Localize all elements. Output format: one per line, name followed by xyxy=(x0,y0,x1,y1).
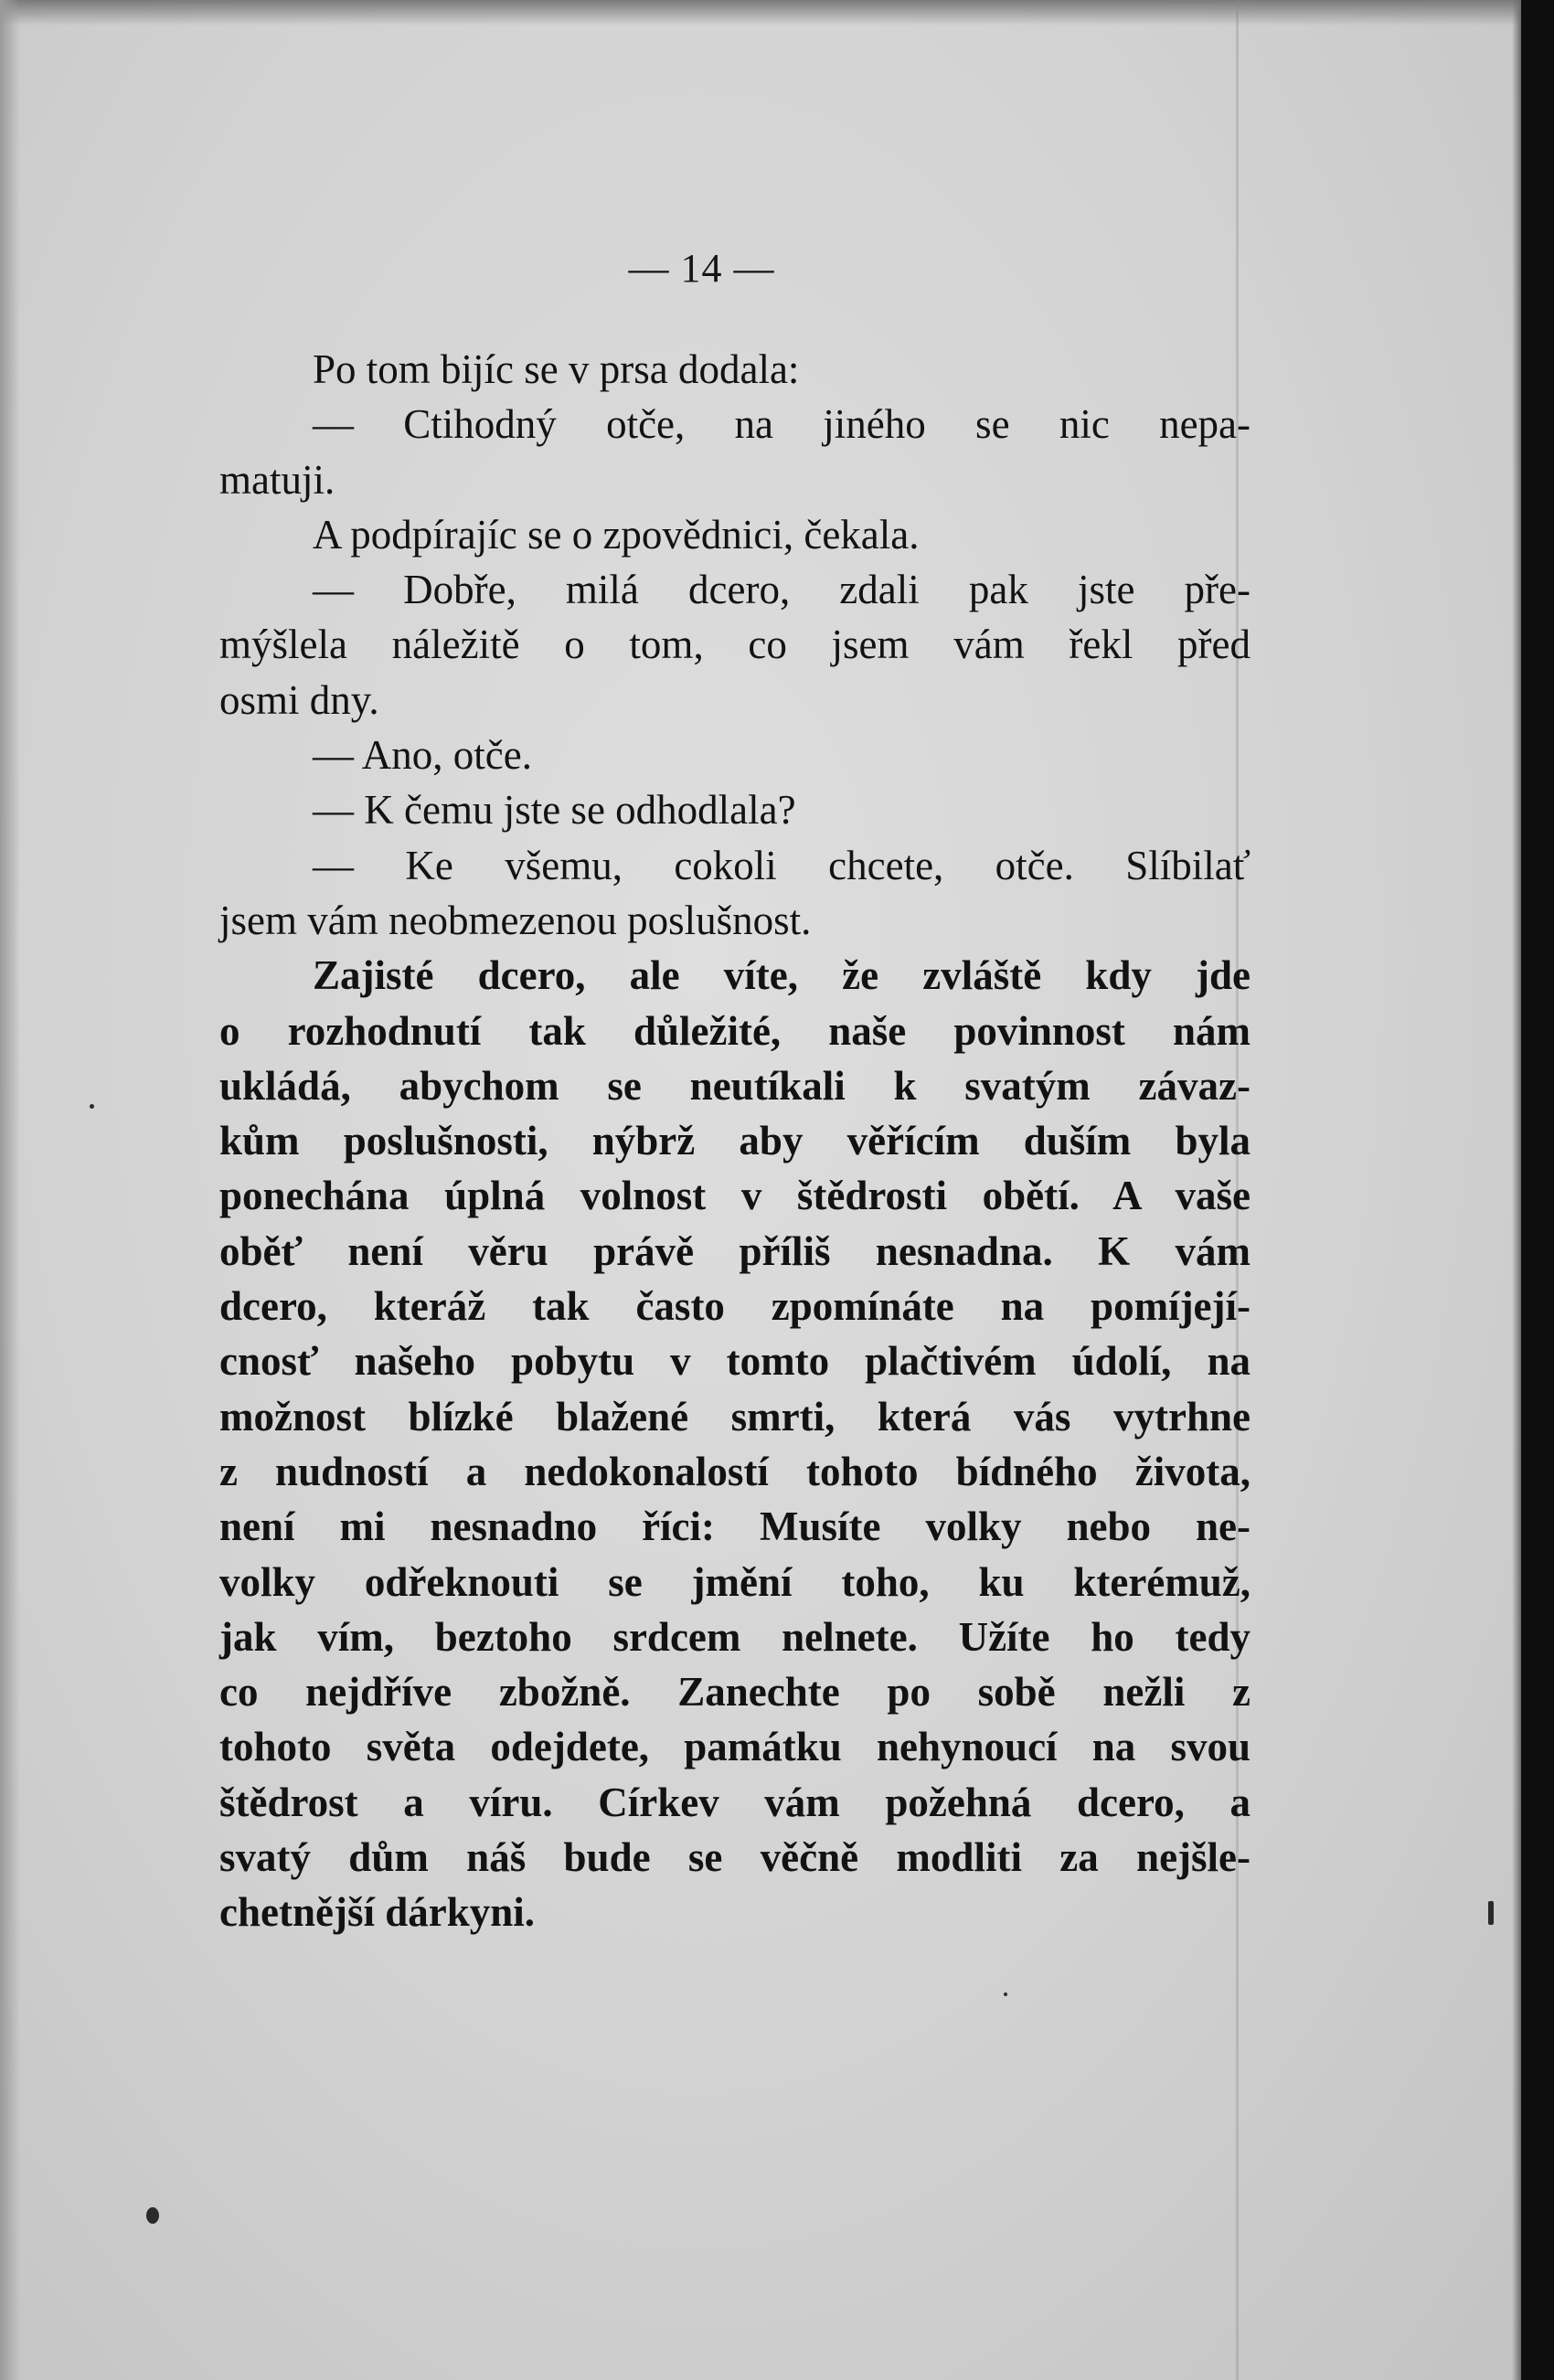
text-line: štědrost a víru. Církev vám požehná dcero, a xyxy=(219,1779,1251,1825)
body-text xyxy=(219,342,1251,1940)
text-line: tohoto světa odejdete, památku nehynoucí na svou xyxy=(219,1724,1251,1770)
scan-shadow-right xyxy=(1512,0,1521,2380)
text-line: není mi nesnadno říci: Musíte volky nebo ne- xyxy=(219,1503,1251,1550)
text-line: osmi dny. xyxy=(219,676,379,723)
dust-speck xyxy=(1488,1901,1494,1925)
scan-shadow-top xyxy=(0,0,1554,26)
text-line: ponechána úplná volnost v štědrosti obětí. A vaše xyxy=(219,1173,1251,1219)
dust-speck xyxy=(1004,1992,1007,1996)
text-line: o rozhodnutí tak důležité, naše povinnost nám xyxy=(219,1007,1251,1054)
text-line: Po tom bijíc se v prsa dodala: xyxy=(313,346,800,392)
text-line: chetnější dárkyni. xyxy=(219,1889,536,1936)
scan-black-border xyxy=(1521,0,1554,2380)
text-line: — Ano, otče. xyxy=(313,732,532,779)
text-line: — Ctihodný otče, na jiného se nic nepa- xyxy=(313,401,1251,448)
text-line: matuji. xyxy=(219,456,335,503)
text-line: Zajisté dcero, ale víte, že zvláště kdy jde xyxy=(313,952,1251,999)
text-line: cnosť našeho pobytu v tomto plačtivém údolí, na xyxy=(219,1338,1251,1385)
text-line: jak vím, beztoho srdcem nelnete. Užíte ho tedy xyxy=(219,1613,1251,1660)
text-line: jsem vám neobmezenou poslušnost. xyxy=(219,897,812,943)
text-line: — Ke všemu, cokoli chcete, otče. Slíbilať xyxy=(313,842,1251,888)
text-line: oběť není věru právě příliš nesnadna. K vám xyxy=(219,1227,1251,1274)
text-line: A podpírajíc se o zpovědnici, čekala. xyxy=(313,511,920,558)
text-line: co nejdříve zbožně. Zanechte po sobě nežli z xyxy=(219,1669,1251,1716)
text-line: — K čemu jste se odhodlala? xyxy=(313,787,796,834)
text-line: volky odřeknouti se jmění toho, ku kterémuž, xyxy=(219,1558,1251,1605)
text-line: kům poslušnosti, nýbrž aby věřícím duším byla xyxy=(219,1118,1251,1164)
text-line: ukládá, abychom se neutíkali k svatým závaz- xyxy=(219,1062,1251,1109)
page-number: — 14 — xyxy=(628,246,775,291)
text-line: mýšlela náležitě o tom, co jsem vám řekl před xyxy=(219,622,1251,668)
text-line: dcero, kteráž tak často zpomínáte na pomíjejí- xyxy=(219,1283,1251,1330)
scan-shadow-left xyxy=(0,0,20,2380)
dust-speck xyxy=(146,2207,159,2224)
text-line: možnost blízké blažené smrti, která vás vytrhne xyxy=(219,1393,1251,1440)
text-line: — Dobře, milá dcero, zdali pak jste pře- xyxy=(313,567,1251,613)
text-line: svatý dům náš bude se věčně modliti za nejšle- xyxy=(219,1834,1251,1881)
dust-speck xyxy=(90,1104,94,1109)
text-line: z nudností a nedokonalostí tohoto bídného života, xyxy=(219,1448,1251,1494)
